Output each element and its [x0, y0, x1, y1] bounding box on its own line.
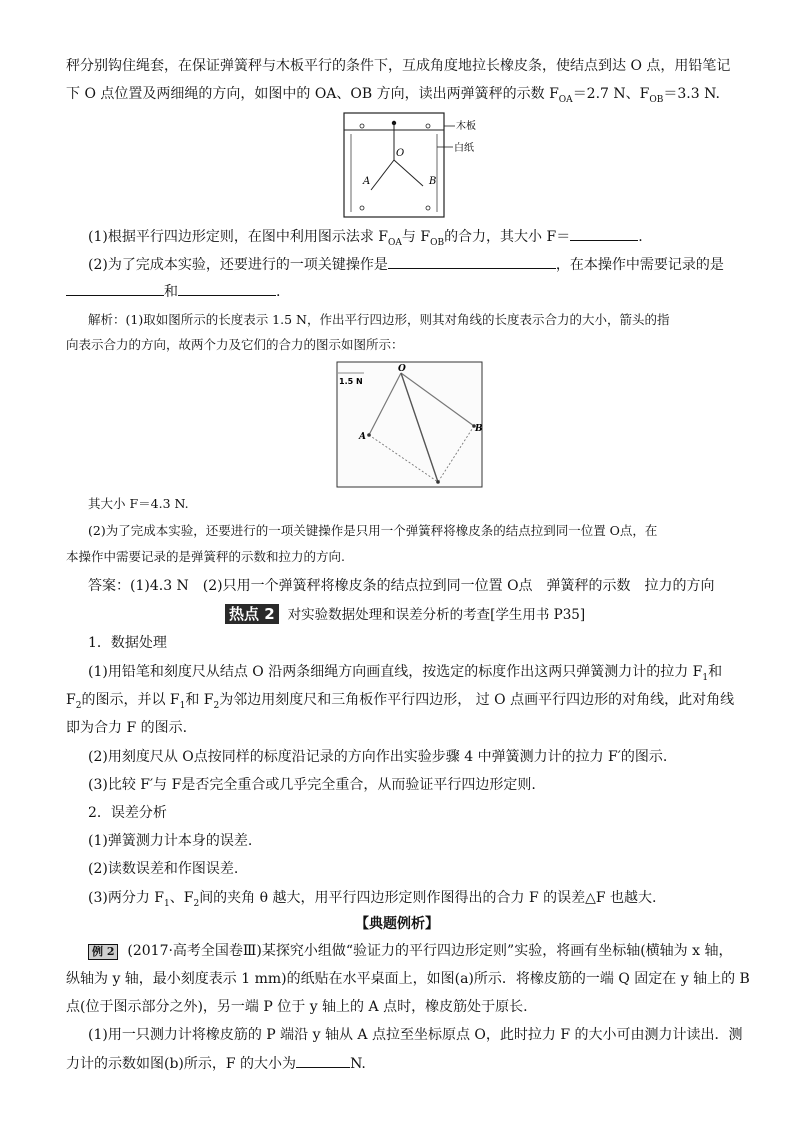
label-o: O: [398, 364, 406, 374]
answer-blank[interactable]: [178, 281, 276, 296]
text-line: (3)两分力 $F_1$、$F_2$间的夹角 θ 越大，用平行四边形定则作图得出的合力 F 的误差△F 也越大.: [88, 890, 657, 909]
text-line: 点(位于图示部分之外)，另一端 P 位于 y 轴上的 A 点时，橡皮筋处于原长.: [66, 999, 528, 1015]
answer-blank[interactable]: [66, 281, 164, 296]
solution-line: 解析：(1)取如图所示的长度表示 1.5 N，作出平行四边形，则其对角线的长度表示合力的大小，箭头的指: [88, 312, 670, 327]
text-line: 例 2 (2017·高考全国卷Ⅲ)某探究小组做“验证力的平行四边形定则”实验，将画有坐标轴(横轴为 x 轴，: [88, 941, 732, 961]
scale-label: 1.5 N: [339, 377, 363, 386]
answer-blank[interactable]: [570, 226, 638, 241]
text-line: (3)比较 F′与 F是否完全重合或几乎完全重合，从而验证平行四边形定则.: [88, 777, 536, 793]
solution-line: 其大小 F＝4.3 N.: [88, 496, 189, 511]
example-heading: 【典题例析】: [355, 916, 439, 932]
text-line: (1)弹簧测力计本身的误差.: [88, 833, 253, 849]
example-badge: 例 2: [88, 944, 118, 960]
solution-line: (2)为了完成本实验，还要进行的一项关键操作是只用一个弹簧秤将橡皮条的结点拉到同一位置 O点，在: [88, 523, 658, 538]
solution-line: 本操作中需要记录的是弹簧秤的示数和拉力的方向.: [66, 549, 345, 564]
answer-blank[interactable]: [388, 254, 556, 269]
question-1: (1)根据平行四边形定则，在图中利用图示法求 $F_{OA}$与 $F_{OB}$的合力，其大小 F＝ .: [88, 226, 643, 253]
label-paper: 白纸: [454, 143, 474, 154]
text-line: (2)用刻度尺从 O点按同样的标度沿记录的方向作出实验步骤 4 中弹簧测力计的拉力 F′的图示.: [88, 749, 668, 765]
figure-board: [343, 112, 483, 220]
section-header: 热点 2 对实验数据处理和误差分析的考查[学生用书 P35]: [225, 604, 585, 625]
text-line: (2)读数误差和作图误差.: [88, 861, 239, 877]
label-b: B: [429, 176, 437, 187]
text-line: 秤分别钩住绳套，在保证弹簧秤与木板平行的条件下，互成角度地拉长橡皮条，使结点到达 O 点，用铅笔记: [66, 58, 731, 74]
text-line: 力计的示数如图(b)所示，F 的大小为 N.: [66, 1053, 366, 1074]
label-a: A: [359, 432, 366, 442]
text-line: $F_2$的图示，并以 $F_1$和 $F_2$为邻边用刻度尺和三角板作平行四边形， 过 O 点画平行四边形的对角线，此对角线: [66, 692, 735, 711]
hot-badge: 热点 2: [225, 604, 279, 624]
text-line: 纵轴为 y 轴，最小刻度表示 1 mm)的纸贴在水平桌面上，如图(a)所示．将橡皮筋的一端 Q 固定在 y 轴上的 B: [66, 971, 750, 987]
label-b: B: [475, 424, 483, 434]
question-2: (2)为了完成本实验，还要进行的一项关键操作是 ，在本操作中需要记录的是: [88, 254, 724, 275]
label-board: 木板: [456, 121, 476, 132]
section-title: 1．数据处理: [88, 635, 167, 651]
solution-line: 向表示合力的方向，故两个力及它们的合力的图示如图所示：: [66, 337, 404, 352]
text-line: (1)用铅笔和刻度尺从结点 O 沿两条细绳方向画直线，按选定的标度作出这两只弹簧测力计的拉力 $F_1$和: [88, 664, 723, 683]
question-2-cont: 和 .: [66, 281, 280, 302]
answer-blank[interactable]: [296, 1053, 350, 1068]
figure-parallelogram: [336, 361, 484, 489]
label-a: A: [363, 176, 371, 187]
label-o: O: [396, 148, 405, 159]
text-line: 即为合力 F 的图示.: [66, 720, 188, 736]
text-line: 下 O 点位置及两细绳的方向，如图中的 OA、OB 方向，读出两弹簧秤的示数 $F_{OA}=2.7$ N、$F_{OB}=3.3$ N.: [66, 86, 720, 105]
text-line: (1)用一只测力计将橡皮筋的 P 端沿 y 轴从 A 点拉至坐标原点 O，此时拉力 F 的大小可由测力计读出．测: [88, 1027, 743, 1043]
section-title: 2．误差分析: [88, 805, 167, 821]
answer-line: 答案：(1)4.3 N (2)只用一个弹簧秤将橡皮条的结点拉到同一位置 O点 弹簧秤的示数 拉力的方向: [88, 578, 715, 594]
